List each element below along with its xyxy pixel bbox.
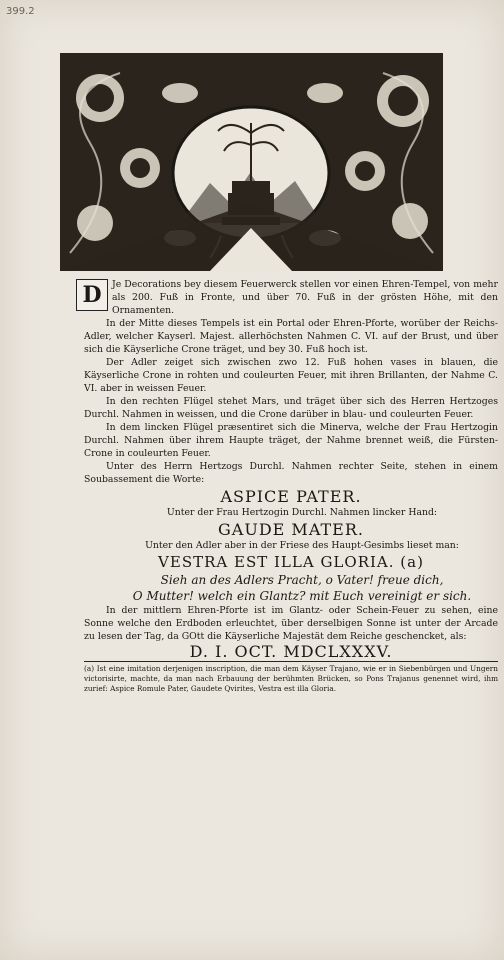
footnote: (a) Ist eine imitation derjenigen inscription, die man dem Käyser Trajano, wie er in Siebenbürgen und Ungern victorisirte, machte, da man nach Erbauung der berühmten Brücken, so Pons Trajanus genennet wird, ihm zurief: Aspice Romule Pater, Gaudete Qvirites, Vestra est illa Gloria. — [84, 664, 498, 693]
line-frieze: Unter den Adler aber in der Friese des Haupt-Gesimbs lieset man: — [145, 540, 459, 551]
paragraph: In den rechten Flügel stehet Mars, und träget über sich des Herren Hertzoges Durchl. Nahmen in weissen, und die Crone darüber in blau- und couleurten Feuer. — [84, 396, 498, 420]
verse-line-1: Sieh an des Adlers Pracht, o Vater! freue dich, — [160, 573, 444, 587]
footnote-divider — [84, 661, 498, 662]
document-body — [84, 278, 498, 694]
motto-vestra-gloria: VESTRA EST ILLA GLORIA. (a) — [158, 553, 424, 571]
woodcut-vignette — [60, 53, 443, 271]
paragraph: Der Adler zeiget sich zwischen zwo 12. Fuß hohen vases in blauen, die Käyserliche Crone in rohten und couleurten Feuer, mit ihren Brillanten, der Nahme C. VI. aber in weissen Feuer. — [84, 357, 498, 394]
closing-paragraph: In der mittlern Ehren-Pforte ist im Glantz- oder Schein-Feuer zu sehen, eine Sonne welche den Erdboden erleuchtet, über derselbigen Sonne ist unter der Arcade zu lesen der Tag, da GOtt die Käyserliche Majestät dem Reiche geschencket, als: — [84, 605, 498, 642]
paragraph: Unter des Herrn Hertzogs Durchl. Nahmen rechter Seite, stehen in einem Soubassement die Worte: — [84, 461, 498, 485]
intro-paragraph — [84, 278, 498, 317]
motto-gaude-mater: GAUDE MATER. — [218, 520, 364, 539]
paragraph: In der Mitte dieses Tempels ist ein Portal oder Ehren-Pforte, worüber der Reichs-Adler, welcher Kayserl. Majest. allerhöchsten Nahmen C. VI. auf der Brust, und über sich die Käyserliche Crone träget, und bey 30. Fuß hoch ist. — [84, 318, 498, 355]
shelfmark: 399.2 — [6, 6, 35, 17]
date-line: D. I. OCT. MDCLXXXV. — [189, 642, 393, 661]
paragraph: In dem lincken Flügel præsentiret sich die Minerva, welche der Frau Hertzogin Durchl. Nahmen über ihrem Haupte träget, der Nahme brennet weiß, die Fürsten-Crone in couleurten Feuer. — [84, 422, 498, 459]
intro-text: Je Decorations bey diesem Feuerwerck stellen vor einen Ehren-Tempel, von mehr als 200. Fuß in Fronte, und über 70. Fuß in der grösten Höhe, mit den Ornamenten. — [112, 279, 498, 316]
verse-line-2: O Mutter! welch ein Glantz? mit Euch vereinigt er sich. — [132, 589, 472, 603]
line-left-hand: Unter der Frau Hertzogin Durchl. Nahmen lincker Hand: — [166, 507, 438, 518]
motto-aspice-pater: ASPICE PATER. — [220, 487, 362, 506]
drop-cap: D — [76, 279, 108, 311]
